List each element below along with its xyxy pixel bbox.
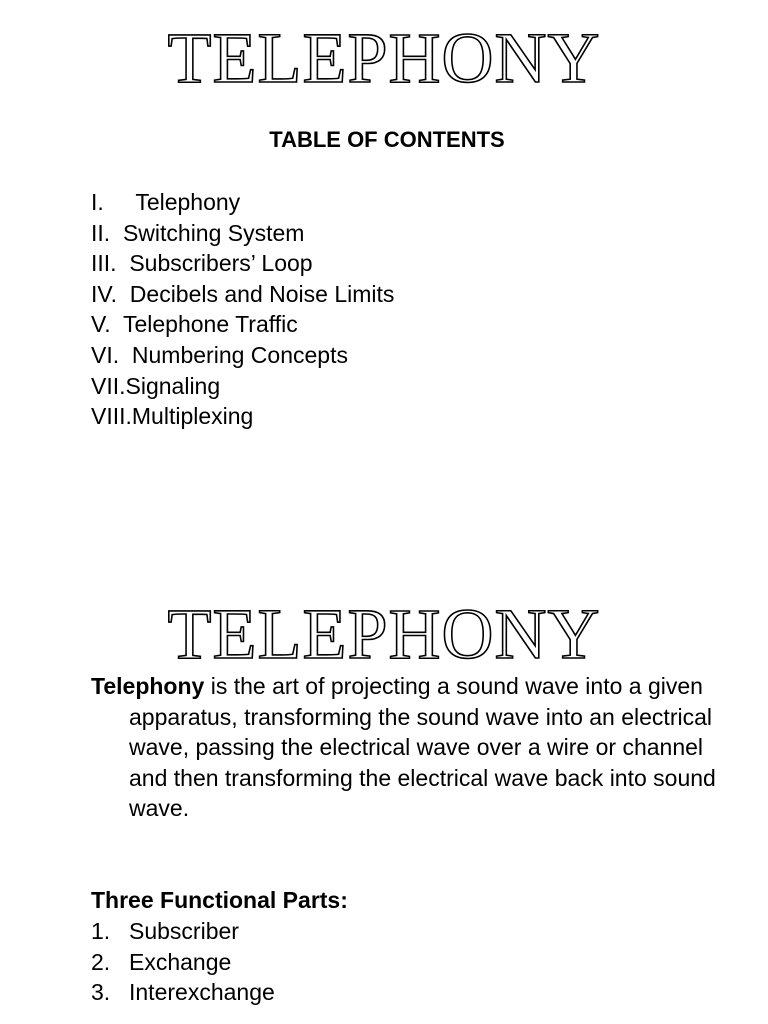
parts-heading: Three Functional Parts: — [91, 887, 348, 913]
list-number: 1. — [91, 918, 111, 944]
functional-parts-list — [91, 916, 275, 1008]
toc-item-telephony: I. Telephony — [91, 189, 241, 215]
list-label: Interexchange — [129, 979, 275, 1006]
definition-term: Telephony — [91, 673, 205, 699]
toc-item-switching-system: II. Switching System — [91, 219, 305, 246]
section-title: TELEPHONY — [167, 594, 601, 674]
toc-item-telephone-traffic: V. Telephone Traffic — [91, 311, 298, 338]
list-label: Subscriber — [129, 918, 239, 944]
definition-text: is the art of projecting a sound wave into a given apparatus, transforming the sound wave into an electrical wave, passing the electrical wave over a wire or channel and then transforming the electrical wave back into sound wave. — [129, 673, 716, 822]
list-item — [91, 916, 275, 947]
list-label: Exchange — [129, 948, 232, 975]
toc-item-signaling: VII.Signaling — [91, 372, 221, 399]
list-number: 3. — [91, 979, 111, 1006]
list-item — [91, 947, 275, 978]
table-of-contents — [91, 187, 394, 432]
list-number: 2. — [91, 948, 111, 975]
definition-paragraph — [91, 671, 729, 824]
page-title: TELEPHONY — [167, 18, 601, 98]
toc-heading: TABLE OF CONTENTS — [269, 127, 505, 152]
toc-item-subscribers-loop: III. Subscribers’ Loop — [91, 250, 313, 277]
toc-item-multiplexing: VIII.Multiplexing — [91, 403, 254, 430]
toc-item-decibels: IV. Decibels and Noise Limits — [91, 280, 395, 307]
list-item — [91, 977, 275, 1008]
toc-item-numbering-concepts: VI. Numbering Concepts — [91, 341, 348, 368]
